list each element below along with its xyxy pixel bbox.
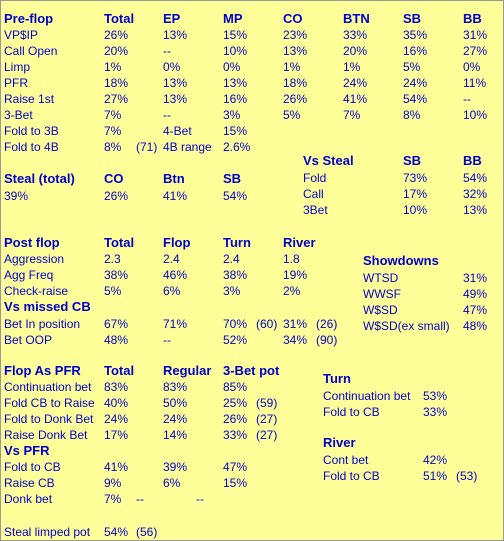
postflop-cell: 19% xyxy=(283,268,308,282)
steal-btn-value: 41% xyxy=(163,189,188,203)
vs-steal-col-bb: BB xyxy=(463,153,482,168)
preflop-cell: 13% xyxy=(283,44,308,58)
preflop-cell: 0% xyxy=(163,60,181,74)
preflop-cell: 10% xyxy=(223,44,248,58)
vs-steal-cell: 32% xyxy=(463,187,488,201)
flop-pfr-count: (27) xyxy=(256,412,278,426)
postflop-cell: 38% xyxy=(223,268,248,282)
preflop-cell: -- xyxy=(463,92,471,106)
four-b-range-label: 4B range xyxy=(163,140,212,154)
flop-pfr-row-label: Raise Donk Bet xyxy=(4,428,88,442)
vs-steal-title: Vs Steal xyxy=(303,153,354,168)
vs-pfr-cell: -- xyxy=(136,492,144,506)
vs-steal-cell: 13% xyxy=(463,203,488,217)
flop-pfr-row-label: Fold to Donk Bet xyxy=(4,412,94,426)
flop-pfr-cell: 83% xyxy=(163,380,188,394)
vs-pfr-row-label: Raise CB xyxy=(4,476,55,490)
preflop-cell: 5% xyxy=(403,60,421,74)
preflop-cell: 7% xyxy=(104,108,122,122)
preflop-cell: 54% xyxy=(403,92,428,106)
vs-steal-row-label: Call xyxy=(303,187,324,201)
vs-steal-col-sb: SB xyxy=(403,153,422,168)
preflop-cell: 18% xyxy=(104,76,129,90)
preflop-cell: 1% xyxy=(104,60,122,74)
river-row-label: Fold to CB xyxy=(323,469,380,483)
vs-steal-cell: 73% xyxy=(403,171,428,185)
flop-pfr-cell: 40% xyxy=(104,396,129,410)
vs-pfr-cell: -- xyxy=(196,492,204,506)
postflop-col-river: River xyxy=(283,235,316,250)
preflop-cell: 23% xyxy=(283,28,308,42)
postflop-cell: 1.8 xyxy=(283,252,300,266)
fold-to-4b-label: Fold to 4B xyxy=(4,140,59,154)
missed-cb-row-label: Bet OOP xyxy=(4,333,53,347)
turn-row-label: Continuation bet xyxy=(323,389,411,403)
showdown-label: WWSF xyxy=(363,287,401,301)
preflop-cell: 33% xyxy=(343,28,368,42)
preflop-cell: 13% xyxy=(223,76,248,90)
preflop-cell: 35% xyxy=(403,28,428,42)
vs-pfr-cell: 6% xyxy=(163,476,181,490)
preflop-row-label: Call Open xyxy=(4,44,58,58)
missed-cb-cell: 34% xyxy=(283,333,308,347)
steal-col-sb: SB xyxy=(223,171,242,186)
river-count: (53) xyxy=(456,469,478,483)
showdown-label: WTSD xyxy=(363,271,399,285)
missed-cb-cell: 70% xyxy=(223,317,248,331)
preflop-cell: 13% xyxy=(163,92,188,106)
steal-title: Steal (total) xyxy=(4,171,75,186)
showdown-value: 47% xyxy=(463,303,488,317)
flop-pfr-cell: 17% xyxy=(104,428,129,442)
postflop-col-flop: Flop xyxy=(163,235,191,250)
preflop-cell: 24% xyxy=(403,76,428,90)
missed-cb-cell: 48% xyxy=(104,333,129,347)
postflop-col-total: Total xyxy=(104,235,135,250)
showdown-value: 49% xyxy=(463,287,488,301)
four-bet-value: 15% xyxy=(223,124,248,138)
preflop-cell: 3% xyxy=(223,108,241,122)
vs-pfr-cell: 41% xyxy=(104,460,129,474)
preflop-cell: 5% xyxy=(283,108,301,122)
postflop-cell: 2.4 xyxy=(163,252,180,266)
flop-pfr-cell: 26% xyxy=(223,412,248,426)
vs-pfr-row-label: Fold to CB xyxy=(4,460,61,474)
postflop-title: Post flop xyxy=(4,235,60,250)
flop-pfr-col-regular: Regular xyxy=(163,363,212,378)
postflop-row-label: Agg Freq xyxy=(4,268,54,282)
postflop-cell: 2% xyxy=(283,284,301,298)
four-b-range-value: 2.6% xyxy=(223,140,251,154)
missed-cb-cell: 71% xyxy=(163,317,188,331)
river-value: 42% xyxy=(423,453,448,467)
missed-cb-row-label: Bet In position xyxy=(4,317,81,331)
preflop-col-bb: BB xyxy=(463,11,482,26)
fold-to-4b-count: (71) xyxy=(136,140,158,154)
vs-pfr-title: Vs PFR xyxy=(4,443,50,458)
postflop-cell: 6% xyxy=(163,284,181,298)
preflop-cell: 0% xyxy=(463,60,481,74)
preflop-col-co: CO xyxy=(283,11,303,26)
preflop-row-label: Raise 1st xyxy=(4,92,55,106)
postflop-cell: 46% xyxy=(163,268,188,282)
vs-missed-cb-title: Vs missed CB xyxy=(4,299,91,314)
missed-cb-count: (90) xyxy=(316,333,338,347)
vs-steal-cell: 17% xyxy=(403,187,428,201)
four-bet-label: 4-Bet xyxy=(163,124,192,138)
preflop-col-ep: EP xyxy=(163,11,181,26)
flop-pfr-count: (27) xyxy=(256,428,278,442)
preflop-cell: 31% xyxy=(463,28,488,42)
preflop-cell: -- xyxy=(163,108,171,122)
missed-cb-count: (26) xyxy=(316,317,338,331)
postflop-row-label: Check-raise xyxy=(4,284,69,298)
preflop-col-mp: MP xyxy=(223,11,243,26)
preflop-cell: 0% xyxy=(223,60,241,74)
flop-pfr-count: (59) xyxy=(256,396,278,410)
postflop-cell: 2.4 xyxy=(223,252,240,266)
river-value: 51% xyxy=(423,469,448,483)
preflop-cell: 18% xyxy=(283,76,308,90)
preflop-cell: 13% xyxy=(163,28,188,42)
preflop-row-label: PFR xyxy=(4,76,28,90)
preflop-cell: 15% xyxy=(223,28,248,42)
vs-steal-cell: 10% xyxy=(403,203,428,217)
missed-cb-cell: 31% xyxy=(283,317,308,331)
preflop-cell: 41% xyxy=(343,92,368,106)
flop-pfr-row-label: Fold CB to Raise xyxy=(4,396,95,410)
preflop-cell: 8% xyxy=(403,108,421,122)
flop-pfr-cell: 85% xyxy=(223,380,248,394)
flop-pfr-col-total: Total xyxy=(104,363,135,378)
postflop-cell: 38% xyxy=(104,268,129,282)
flop-pfr-cell: 25% xyxy=(223,396,248,410)
steal-limped-count: (56) xyxy=(136,525,158,539)
flop-pfr-title: Flop As PFR xyxy=(4,363,81,378)
showdowns-title: Showdowns xyxy=(363,253,439,268)
preflop-col-btn: BTN xyxy=(343,11,370,26)
steal-limped-label: Steal limped pot xyxy=(4,525,91,539)
flop-pfr-cell: 50% xyxy=(163,396,188,410)
missed-cb-cell: 52% xyxy=(223,333,248,347)
river-title: River xyxy=(323,435,356,450)
vs-pfr-cell: 39% xyxy=(163,460,188,474)
showdown-value: 48% xyxy=(463,319,488,333)
postflop-cell: 2.3 xyxy=(104,252,121,266)
vs-pfr-row-label: Donk bet xyxy=(4,492,53,506)
showdown-label: W$SD xyxy=(363,303,398,317)
preflop-row-label: VP$IP xyxy=(4,28,39,42)
river-row-label: Cont bet xyxy=(323,453,369,467)
flop-pfr-cell: 83% xyxy=(104,380,129,394)
preflop-col-sb: SB xyxy=(403,11,422,26)
flop-pfr-row-label: Continuation bet xyxy=(4,380,92,394)
flop-pfr-col-3bet: 3-Bet pot xyxy=(223,363,280,378)
postflop-row-label: Aggression xyxy=(4,252,65,266)
preflop-cell: 26% xyxy=(104,28,129,42)
preflop-cell: 24% xyxy=(343,76,368,90)
showdown-value: 31% xyxy=(463,271,488,285)
missed-cb-count: (60) xyxy=(256,317,278,331)
preflop-cell: 26% xyxy=(283,92,308,106)
fold-to-4b-value: 8% xyxy=(104,140,122,154)
missed-cb-cell: 67% xyxy=(104,317,129,331)
steal-col-co: CO xyxy=(104,171,124,186)
steal-col-btn: Btn xyxy=(163,171,185,186)
flop-pfr-cell: 24% xyxy=(104,412,129,426)
flop-pfr-cell: 14% xyxy=(163,428,188,442)
vs-steal-row-label: Fold xyxy=(303,171,327,185)
steal-sb-value: 54% xyxy=(223,189,248,203)
postflop-cell: 3% xyxy=(223,284,241,298)
vs-pfr-cell: 47% xyxy=(223,460,248,474)
preflop-cell: -- xyxy=(163,44,171,58)
turn-row-label: Fold to CB xyxy=(323,405,380,419)
vs-steal-cell: 54% xyxy=(463,171,488,185)
turn-value: 53% xyxy=(423,389,448,403)
preflop-row-label: Limp xyxy=(4,60,31,74)
vs-pfr-cell: 9% xyxy=(104,476,122,490)
steal-limped-value: 54% xyxy=(104,525,129,539)
preflop-cell: 13% xyxy=(163,76,188,90)
postflop-cell: 5% xyxy=(104,284,122,298)
preflop-cell: 27% xyxy=(104,92,129,106)
missed-cb-cell: -- xyxy=(163,333,171,347)
preflop-title: Pre-flop xyxy=(4,11,54,26)
preflop-cell: 1% xyxy=(343,60,361,74)
preflop-cell: 16% xyxy=(403,44,428,58)
flop-pfr-cell: 33% xyxy=(223,428,248,442)
showdown-label: W$SD(ex small) xyxy=(363,319,450,333)
preflop-cell: 20% xyxy=(343,44,368,58)
preflop-cell: 16% xyxy=(223,92,248,106)
steal-co-value: 26% xyxy=(104,189,129,203)
vs-pfr-cell: 7% xyxy=(104,492,122,506)
turn-value: 33% xyxy=(423,405,448,419)
flop-pfr-cell: 24% xyxy=(163,412,188,426)
preflop-cell: 11% xyxy=(463,76,487,90)
preflop-cell: 1% xyxy=(283,60,301,74)
preflop-cell: 7% xyxy=(343,108,361,122)
steal-total-value: 39% xyxy=(4,189,29,203)
vs-pfr-cell: 15% xyxy=(223,476,248,490)
vs-steal-row-label: 3Bet xyxy=(303,203,328,217)
fold-to-3b-label: Fold to 3B xyxy=(4,124,59,138)
turn-title: Turn xyxy=(323,371,351,386)
preflop-row-label: 3-Bet xyxy=(4,108,33,122)
preflop-cell: 27% xyxy=(463,44,488,58)
preflop-col-total: Total xyxy=(104,11,135,26)
fold-to-3b-value: 7% xyxy=(104,124,122,138)
preflop-cell: 10% xyxy=(463,108,488,122)
preflop-cell: 20% xyxy=(104,44,129,58)
postflop-col-turn: Turn xyxy=(223,235,251,250)
